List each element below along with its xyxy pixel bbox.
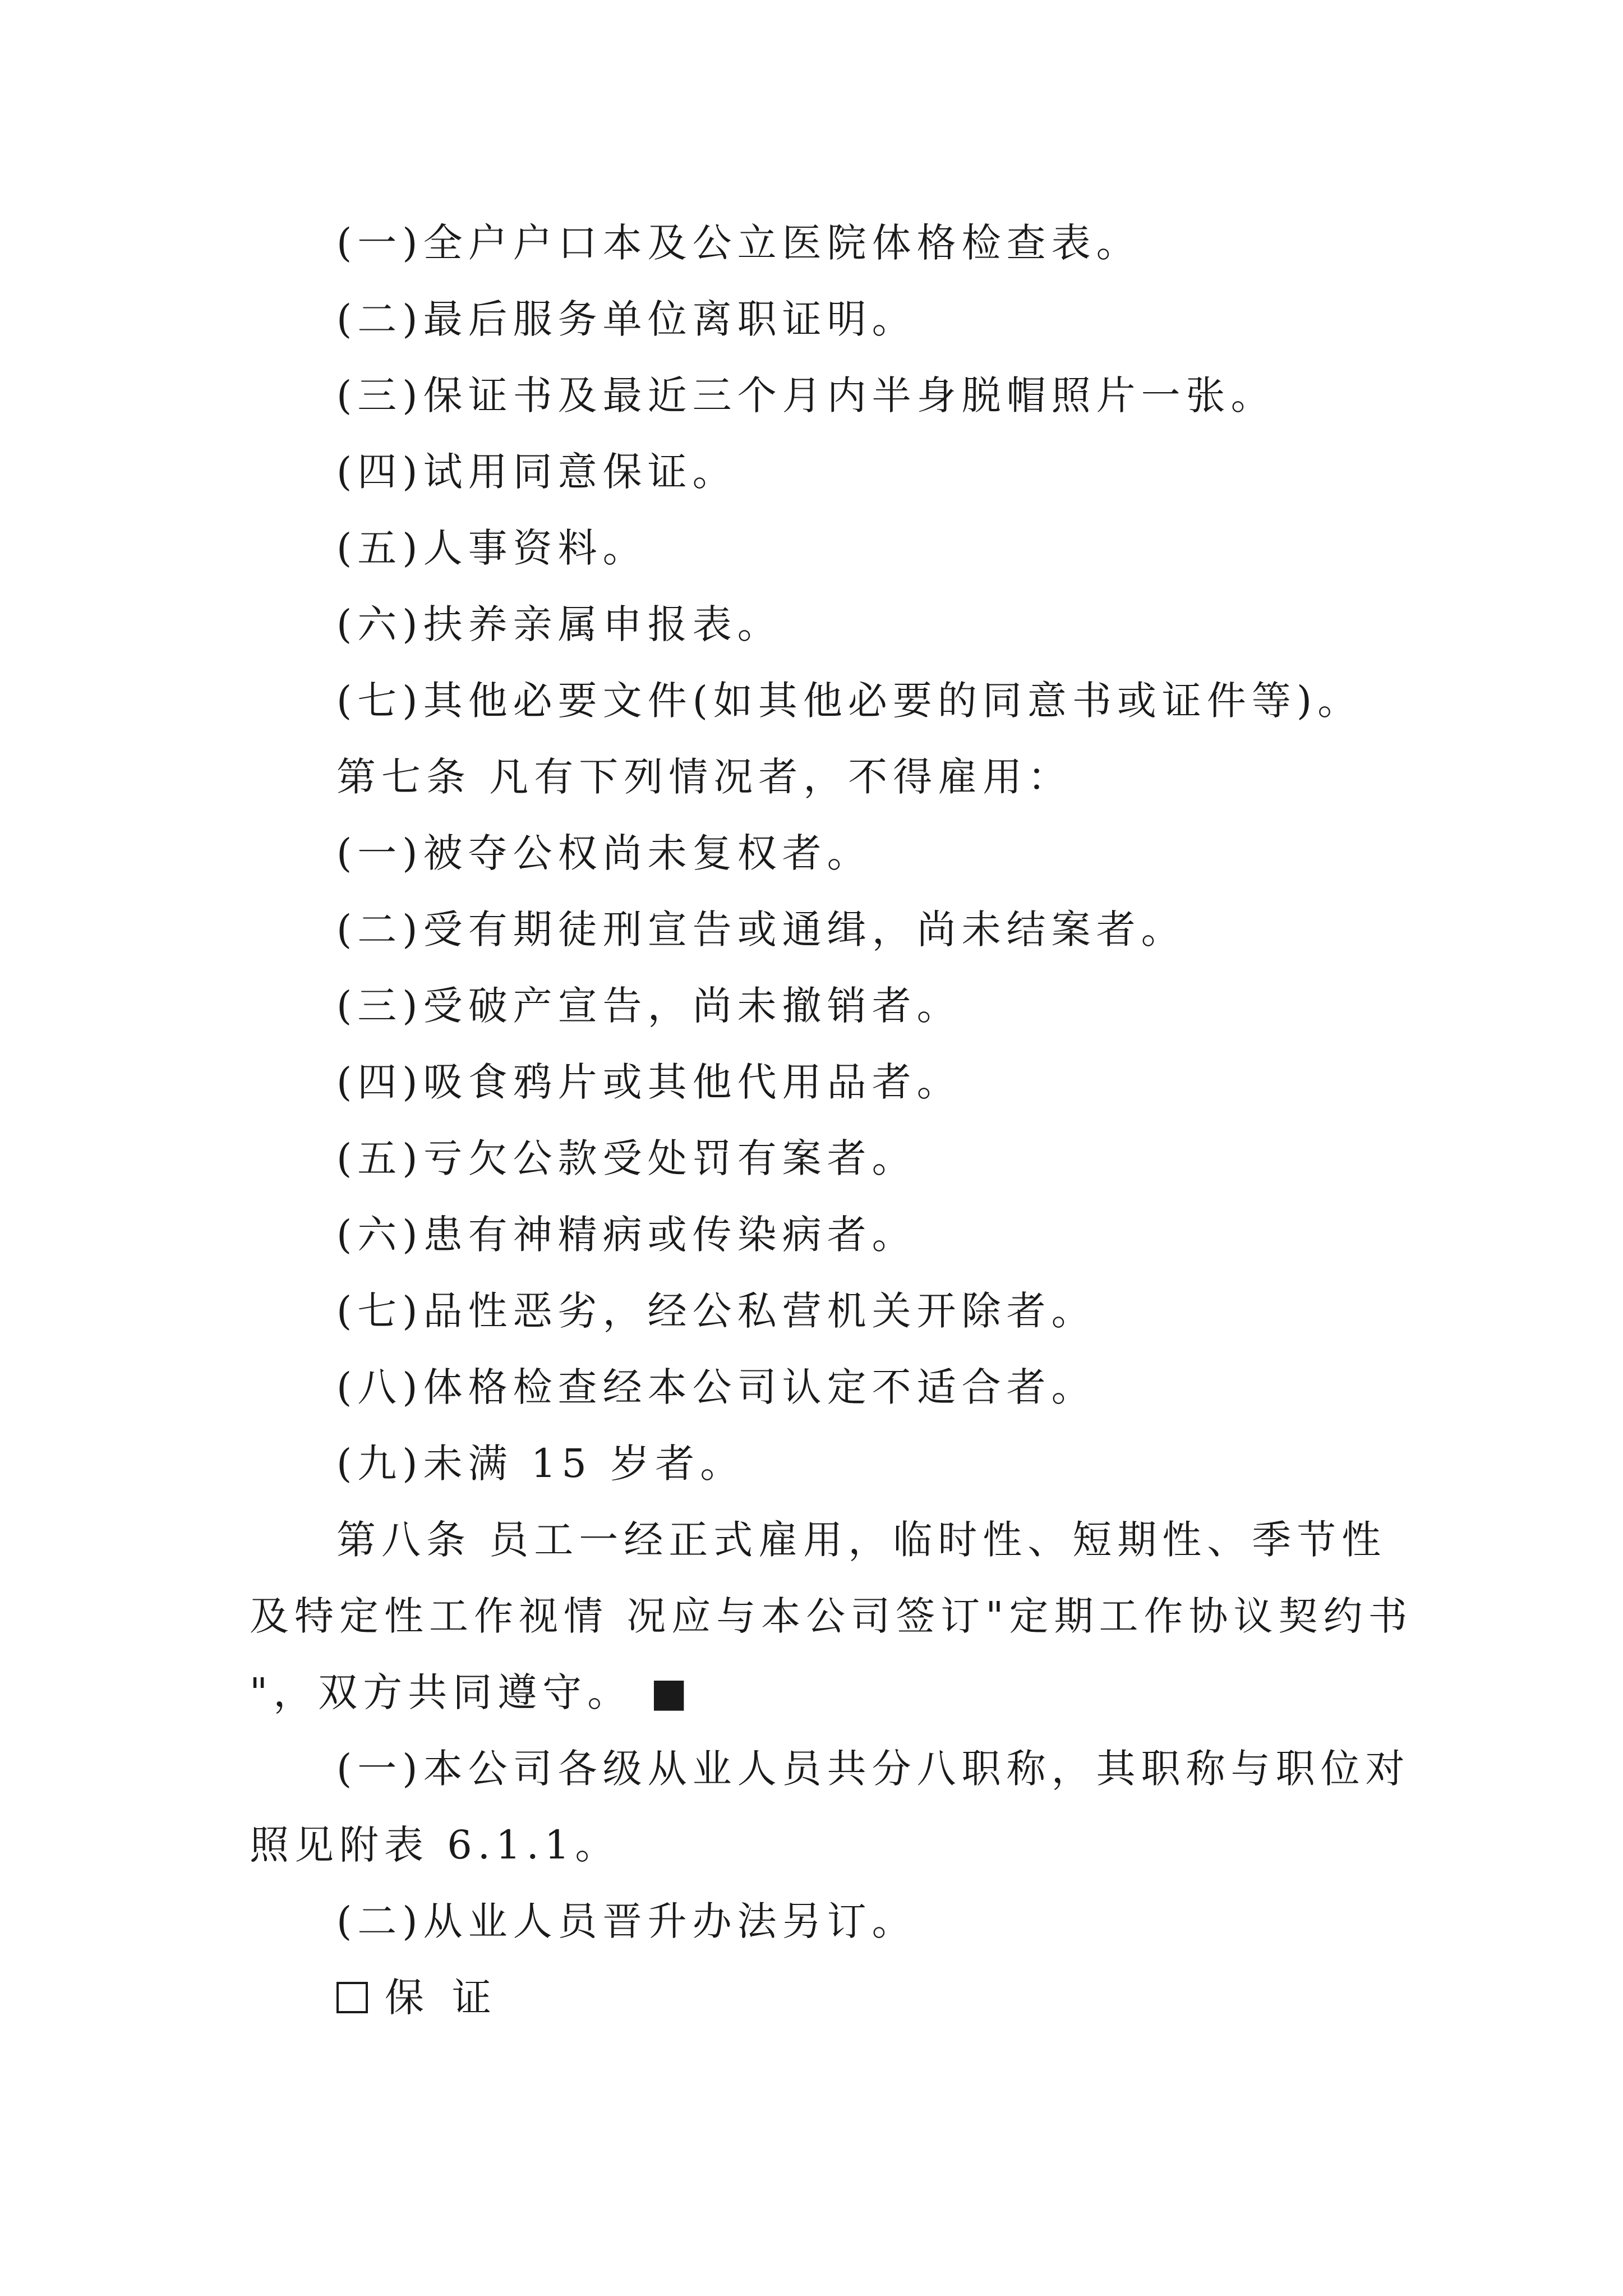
list-item: (八)体格检查经本公司认定不适合者。 [336,1364,1096,1410]
section-heading-guarantee [250,1959,1388,2036]
list-item: (三)保证书及最近三个月内半身脱帽照片一张。 [336,372,1276,418]
list-item: (七)其他必要文件(如其他必要的同意书或证件等)。 [336,678,1363,724]
list-item: (一)全户户口本及公立医院体格检查表。 [336,220,1141,266]
article-paragraph-line: 及特定性工作视情 况应与本公司签订"定期工作协议契约书 [250,1593,1413,1639]
list-item: (四)吸食鸦片或其他代用品者。 [336,1059,962,1105]
list-item: (一)被夺公权尚未复权者。 [336,830,872,876]
list-item-continuation: 照见附表 6.1.1。 [250,1822,620,1868]
article-paragraph-line: 第八条 员工一经正式雇用，临时性、短期性、季节性 [336,1517,1387,1563]
list-item: (二)从业人员晋升办法另订。 [336,1898,917,1944]
list-item: (九)未满 15 岁者。 [336,1441,745,1487]
list-item: (二)最后服务单位离职证明。 [336,296,917,342]
article-heading: 第七条 凡有下列情况者，不得雇用： [336,754,1073,800]
document-body [250,205,1413,2036]
list-item: (二)受有期徒刑宣告或通缉，尚未结案者。 [336,907,1186,953]
list-item: (六)扶养亲属申报表。 [336,601,782,647]
article-paragraph-line: "，双方共同遵守。 ■ [250,1669,693,1715]
list-item: (五)人事资料。 [336,525,648,571]
checkbox-icon [336,1982,368,2013]
list-item: (五)亏欠公款受处罚有案者。 [336,1135,917,1181]
list-item: (三)受破产宣告，尚未撤销者。 [336,983,962,1029]
list-item: (七)品性恶劣，经公私营机关开除者。 [336,1288,1096,1334]
list-item: (一)本公司各级从业人员共分八职称，其职称与职位对 [336,1746,1410,1792]
section-heading-label: 保证 [385,1975,519,2021]
list-item: (六)患有神精病或传染病者。 [336,1212,917,1258]
list-item: (四)试用同意保证。 [336,449,737,495]
